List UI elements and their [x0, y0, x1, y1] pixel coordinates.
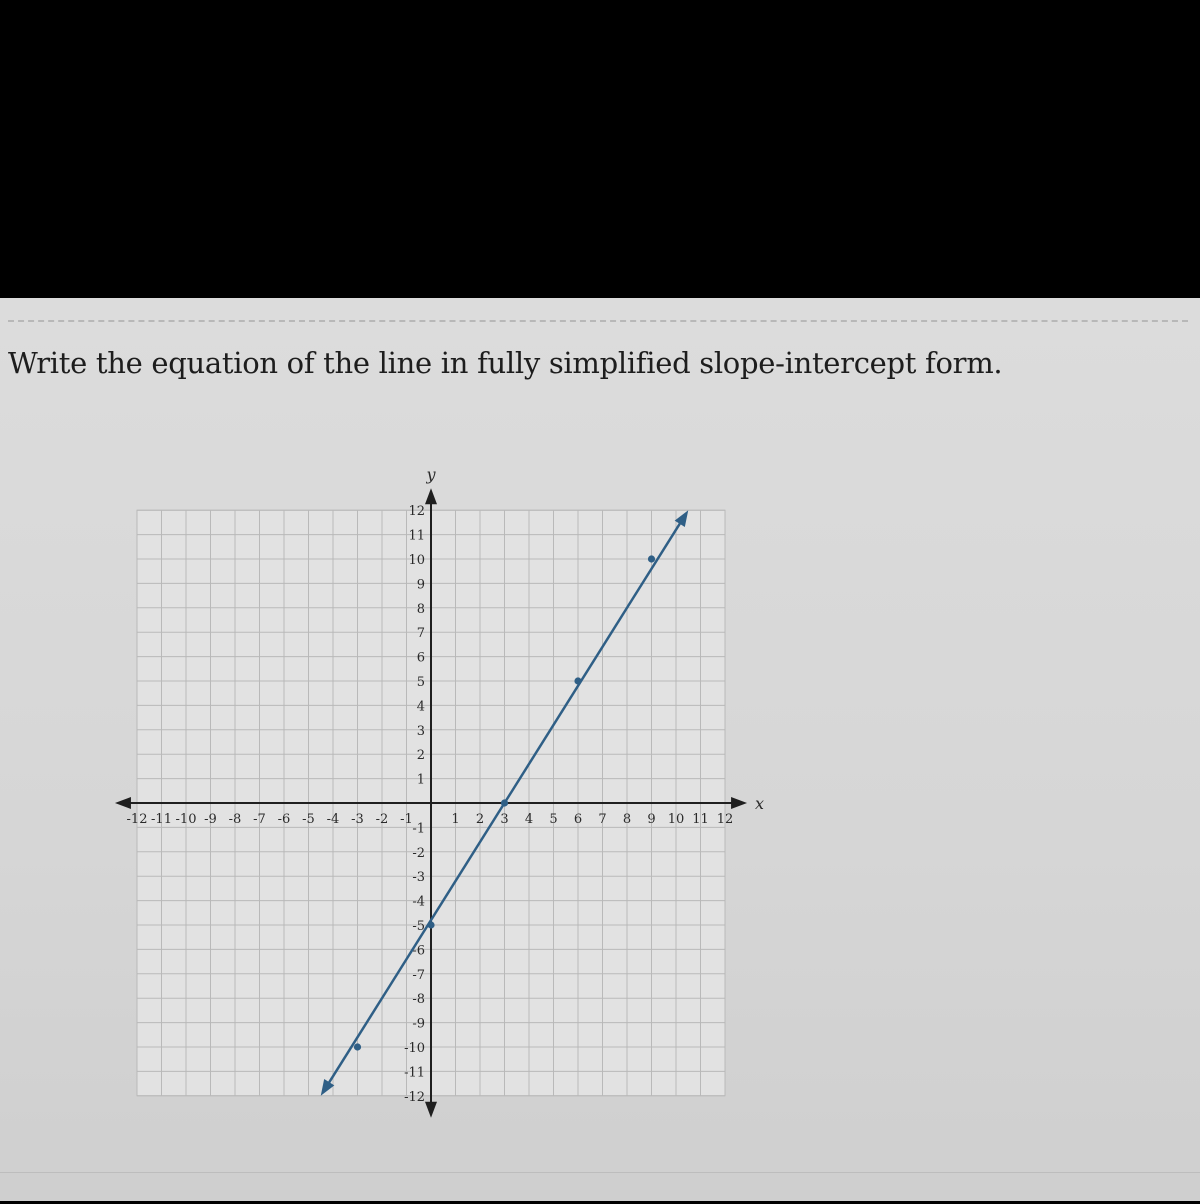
- y-tick-label: 7: [416, 626, 425, 642]
- y-tick-label: 3: [416, 723, 425, 739]
- y-tick-label: -8: [412, 992, 425, 1008]
- x-tick-label: 7: [598, 812, 607, 827]
- y-tick-label: 4: [416, 699, 425, 715]
- x-tick-label: -5: [302, 812, 315, 827]
- y-tick-label: 6: [416, 650, 425, 666]
- y-axis-top-arrow: [425, 488, 437, 504]
- x-tick-label: 5: [549, 812, 558, 827]
- x-tick-label: 1: [451, 812, 460, 827]
- question-screen: [0, 298, 1200, 1200]
- x-tick-label: -3: [351, 812, 364, 827]
- y-tick-label: -11: [404, 1065, 425, 1081]
- x-tick-label: 2: [475, 812, 485, 827]
- line-point: [427, 921, 434, 928]
- y-tick-label: -5: [412, 919, 425, 934]
- y-tick-label: 9: [416, 577, 425, 593]
- x-axis-label: x: [755, 794, 765, 813]
- line-point: [354, 1043, 361, 1050]
- x-tick-label: 9: [647, 812, 656, 827]
- y-tick-label: -4: [412, 894, 425, 910]
- bottom-toolbar-strip: [0, 1172, 1200, 1201]
- line-point: [648, 555, 655, 562]
- x-axis-left-arrow: [115, 797, 131, 809]
- y-tick-label: 10: [408, 553, 425, 568]
- x-tick-label: -6: [277, 812, 291, 827]
- y-tick-label: -3: [412, 870, 425, 886]
- x-tick-label: -4: [326, 812, 340, 827]
- question-text: Write the equation of the line in fully simplified slope-intercept form.: [8, 346, 1003, 380]
- y-tick-label: 2: [416, 748, 425, 764]
- x-tick-label: 6: [573, 812, 583, 827]
- x-tick-label: 10: [667, 812, 685, 827]
- x-tick-label: -10: [175, 812, 197, 827]
- x-tick-label: -11: [151, 812, 172, 827]
- x-axis-right-arrow: [731, 797, 747, 809]
- y-tick-label: 8: [416, 601, 425, 617]
- coordinate-graph: [0, 298, 1200, 1200]
- x-tick-label: 11: [692, 812, 709, 827]
- x-tick-label: -9: [204, 812, 217, 827]
- x-tick-label: 4: [524, 812, 534, 827]
- y-tick-label: 5: [416, 675, 425, 690]
- y-axis-label: y: [426, 465, 436, 485]
- y-tick-label: 12: [408, 504, 425, 520]
- y-axis-bottom-arrow: [425, 1102, 437, 1118]
- line-point: [501, 799, 508, 806]
- y-tick-label: -6: [412, 943, 425, 959]
- x-tick-label: 12: [716, 812, 734, 827]
- x-tick-label: -7: [253, 812, 266, 827]
- x-tick-label: 3: [500, 812, 509, 827]
- y-tick-label: -2: [412, 845, 425, 861]
- y-tick-label: -9: [412, 1016, 425, 1032]
- y-tick-label: 1: [416, 772, 425, 788]
- y-tick-label: -1: [412, 821, 425, 837]
- graph-svg: [0, 298, 1200, 1200]
- y-tick-label: -7: [412, 967, 425, 983]
- x-tick-label: -2: [375, 812, 389, 827]
- line-point: [574, 677, 581, 684]
- x-tick-label: -8: [228, 812, 242, 827]
- y-tick-label: -12: [404, 1089, 425, 1105]
- x-tick-label: 8: [622, 812, 632, 827]
- x-tick-label: -1: [400, 812, 413, 827]
- y-tick-label: -10: [404, 1041, 425, 1056]
- y-tick-label: 11: [408, 528, 425, 544]
- x-tick-label: -12: [126, 812, 148, 827]
